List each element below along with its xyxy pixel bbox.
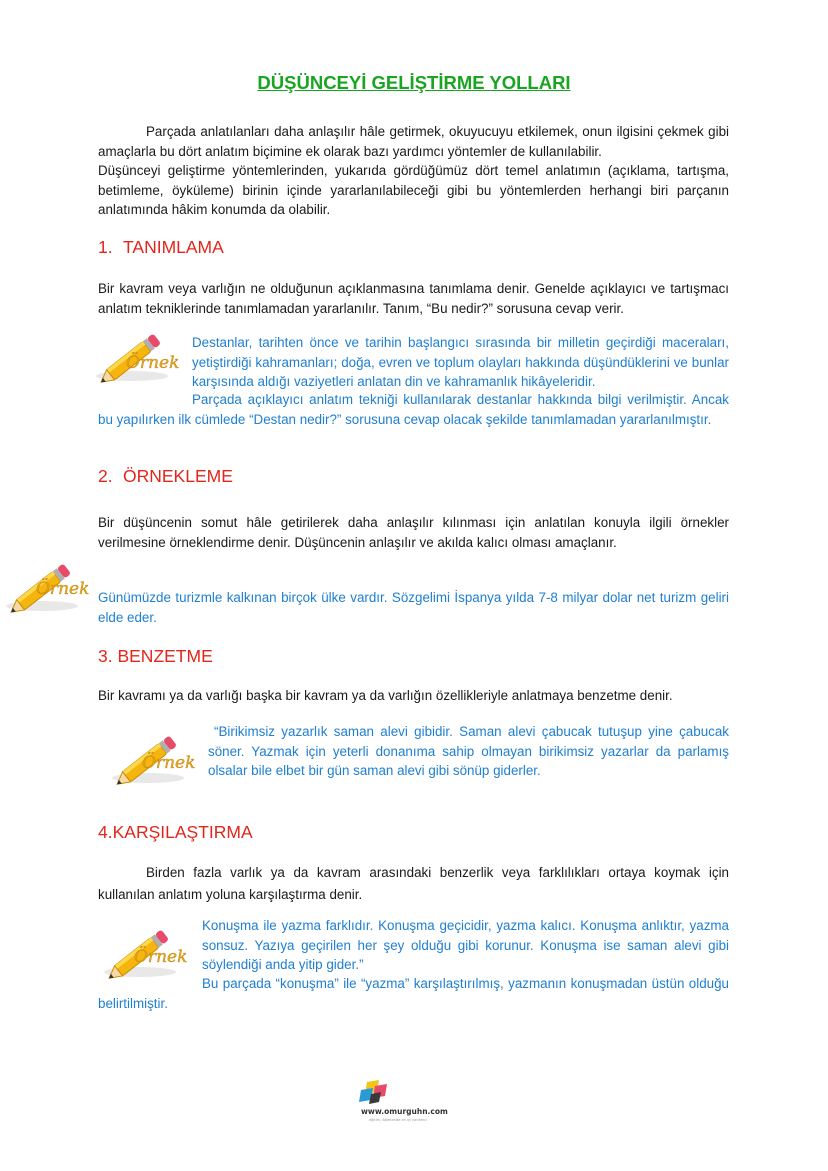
section-body: Bir kavram veya varlığın ne olduğunun açıklanmasına tanımlama denir. Genelde açıklayıcı ve tartışmacı anlatım tekniklerinde tanımlamadan yararlanılır. Tanım, “Bu nedir?” sorusuna cevap verir.	[98, 281, 729, 316]
section-title: TANIMLAMA	[123, 237, 224, 257]
footer-site: www.omurguhn.com	[361, 1107, 448, 1116]
ornek-icon-label: Örnek	[142, 753, 196, 773]
section-body: Bir düşüncenin somut hâle getirilerek daha anlaşılır kılınması için anlatılan konuyla ilgili örnekler verilmesine örneklendirme denir. Düşüncenin anlaşılır ve akılda kalıcı olması amaçlanır.	[98, 515, 729, 550]
example-text: “Birikimsiz yazarlık saman alevi gibidir. Saman alevi çabucak tutuşup yine çabucak söner. Yazmak için yeterli donanıma sahip olmayan birikimsiz yazarlar da parlamış olsalar bile elbet bir gün saman alevi gibi sönüp giderler.	[208, 724, 729, 778]
ornek-pencil-icon	[92, 330, 184, 392]
section-number: 2.	[98, 466, 113, 486]
ornek-icon-label: Örnek	[36, 579, 90, 599]
ornek-pencil-icon	[2, 560, 94, 622]
ornek-icon-label: Örnek	[134, 947, 188, 967]
section-heading-benzetme: 3. BENZETME	[98, 646, 213, 666]
example-explanation: Bu parçada “konuşma” ile “yazma” karşılaştırılmış, yazmanın konuşmadan üstün olduğu belirtilmiştir.	[98, 976, 729, 1011]
site-logo	[355, 1078, 465, 1123]
section-heading-tanimlama	[98, 237, 224, 258]
intro-paragraph-2: Düşünceyi geliştirme yöntemlerinden, yukarıda gördüğümüz dört temel anlatımın (açıklama, tartışma, betimleme, öyküleme) birinin içinde yararlanılabileceği gibi bu yöntemlerden herhangi biri parçanın anlatımında hâkim konumda da olabilir.	[98, 163, 729, 217]
footer-tagline: eğitim, öğretimde en iyi yardımcı	[369, 1118, 428, 1122]
example-explanation: Parçada açıklayıcı anlatım tekniği kullanılarak destanlar hakkında bilgi verilmiştir. Ancak bu yapılırken ilk cümlede “Destan nedir?” sorusuna cevap olacak şekilde tanımlamadan yararlanılmıştır.	[98, 392, 729, 427]
section-body: Bir kavramı ya da varlığı başka bir kavram ya da varlığın özellikleriyle anlatmaya benzetme denir.	[98, 688, 673, 703]
example-text: Konuşma ile yazma farklıdır. Konuşma geçicidir, yazma kalıcı. Konuşma anlıktır, yazma sonsuz. Yazıya geçirilen her şey olduğu gibi korunur. Konuşma ise saman alevi gibi söylendiği anda yitip gider.”	[202, 918, 729, 972]
intro-text	[98, 122, 729, 220]
section-title: ÖRNEKLEME	[123, 466, 233, 486]
section-number: 1.	[98, 237, 113, 257]
ornek-pencil-icon	[108, 732, 200, 794]
example-text: Destanlar, tarihten önce ve tarihin başlangıcı sırasında bir milletin geçirdiği maceraları, yetiştirdiği kahramanları; doğa, evren ve toplum olayları hakkında düşündüklerini ve bunlar karşısında aldığı vaziyetleri anlatan din ve kahramanlık hikâyeleridir.	[192, 335, 729, 389]
ornek-icon-label: Örnek	[126, 353, 180, 373]
section-body: Birden fazla varlık ya da kavram arasındaki benzerlik veya farklılıkları ortaya koymak için kullanılan anlatım yoluna karşılaştırma denir.	[98, 865, 729, 902]
page-title: DÜŞÜNCEYİ GELİŞTİRME YOLLARI	[257, 72, 571, 93]
example-text: Günümüzde turizmle kalkınan birçok ülke vardır. Sözgelimi İspanya yılda 7-8 milyar dolar net turizm geliri elde eder.	[98, 590, 729, 625]
section-heading-karsilastirma: 4.KARŞILAŞTIRMA	[98, 822, 253, 842]
intro-paragraph-1: Parçada anlatılanları daha anlaşılır hâle getirmek, okuyucuyu etkilemek, onun ilgisini çekmek gibi amaçlarla bu dört anlatım biçimine ek olarak bazı yardımcı yöntemler de kullanılabilir.	[98, 124, 729, 159]
section-heading-ornekleme	[98, 466, 233, 487]
